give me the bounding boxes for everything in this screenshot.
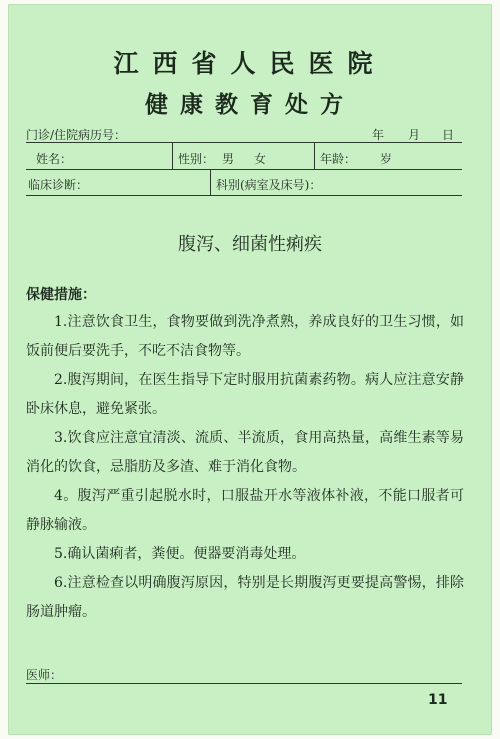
month-label: 月 [408, 128, 421, 142]
department-label: 科别(病室及床号)： [216, 178, 322, 192]
paragraph: 4。腹泻严重引起脱水时，口服盐开水等液体补液，不能口服者可静脉输液。 [26, 488, 464, 533]
paragraph: 1.注意饮食卫生，食物要做到洗净煮熟，养成良好的卫生习惯，如饭前便后要洗手，不吃不洁食物等。 [26, 314, 464, 359]
document-title: 腹泻、细菌性痢疾 [178, 234, 322, 255]
table-divider-gender-age [314, 142, 315, 169]
section-label: 保健措施： [26, 287, 96, 303]
footer-line [26, 683, 462, 684]
gender-male: 男 [222, 152, 235, 166]
record-number-label: 门诊/住院病历号： [26, 128, 127, 142]
age-unit: 岁 [380, 152, 393, 166]
name-label: 姓名： [36, 152, 73, 166]
paragraph: 3.饮食应注意宜清淡、流质、半流质，食用高热量，高维生素等易消化的饮食，忌脂肪及多渣、难于消化食物。 [26, 430, 464, 475]
table-middle-line [26, 169, 462, 170]
paragraph: 2.腹泻期间，在医生指导下定时服用抗菌素药物。病人应注意安静卧床休息，避免紧张。 [26, 372, 464, 417]
table-top-line [26, 142, 462, 143]
paragraph: 5.确认菌痢者，粪便。便器要消毒处理。 [54, 546, 306, 562]
form-title: 健康教育处方 [145, 91, 355, 118]
hospital-name: 江西省人民医院 [113, 49, 387, 78]
gender-label: 性别： [178, 152, 215, 166]
document-body [26, 308, 464, 627]
paragraph: 6.注意检查以明确腹泻原因，特别是长期腹泻更要提高警惕，排除肠道肿瘤。 [26, 575, 464, 620]
page-number: 11 [428, 692, 448, 708]
gender-female: 女 [254, 152, 267, 166]
diagnosis-label: 临床诊断： [28, 178, 89, 192]
doctor-label: 医师： [26, 668, 63, 682]
prescription-sheet [8, 4, 492, 735]
table-divider-diagnosis-department [210, 169, 211, 195]
table-divider-name-gender [172, 142, 173, 169]
year-label: 年 [372, 128, 385, 142]
day-label: 日 [442, 128, 455, 142]
table-bottom-line [26, 195, 462, 196]
age-label: 年龄： [320, 152, 357, 166]
